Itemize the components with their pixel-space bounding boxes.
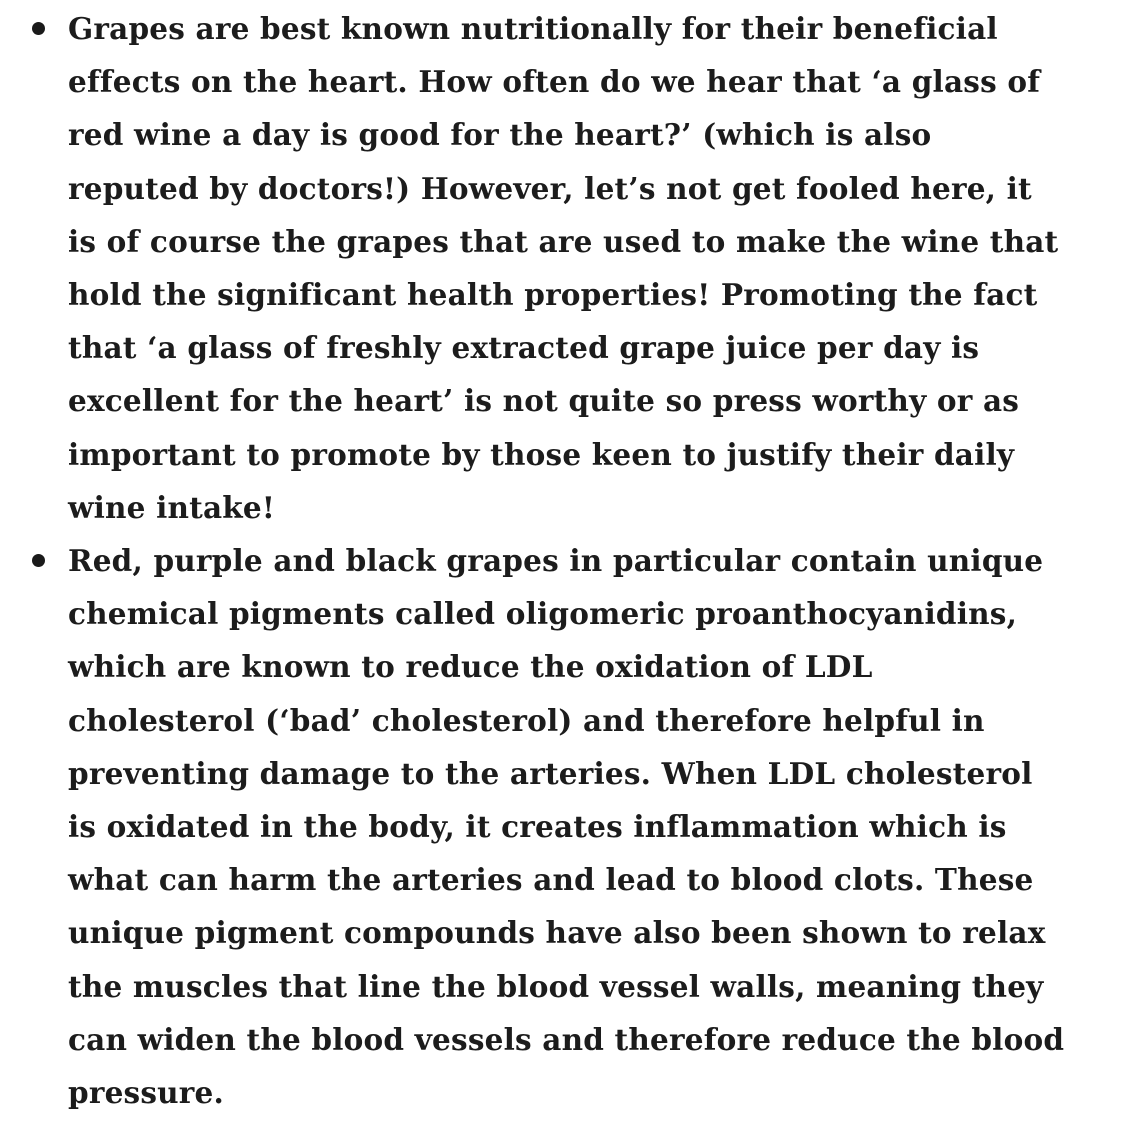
list-item — [24, 534, 1097, 1119]
bullet-list — [24, 2, 1097, 1119]
bullet-text: Red, purple and black grapes in particular contain unique chemical pigments called oligomeric proanthocyanidins, which are known to reduce the oxidation of LDL cholesterol (‘bad’ cholesterol) and therefore helpful in preventing damage to the arteries. When LDL cholesterol is oxidated in the body, it creates inflammation which is what can harm the arteries and lead to blood clots. These unique pigment compounds have also been shown to relax the muscles that line the blood vessel walls, meaning they can widen the blood vessels and therefore reduce the blood pressure. — [68, 543, 1065, 1111]
bullet-icon — [32, 22, 45, 35]
list-item — [24, 2, 1097, 534]
bullet-icon — [32, 554, 45, 567]
bullet-text: Grapes are best known nutritionally for their beneficial effects on the heart. How often do we hear that ‘a glass of red wine a day is good for the heart?’ (which is also reputed by doctors!) However, let’s not get fooled here, it is of course the grapes that are used to make the wine that hold the significant health properties! Promoting the fact that ‘a glass of freshly extracted grape juice per day is excellent for the heart’ is not quite so press worthy or as important to promote by those keen to justify their daily wine intake! — [68, 11, 1059, 525]
